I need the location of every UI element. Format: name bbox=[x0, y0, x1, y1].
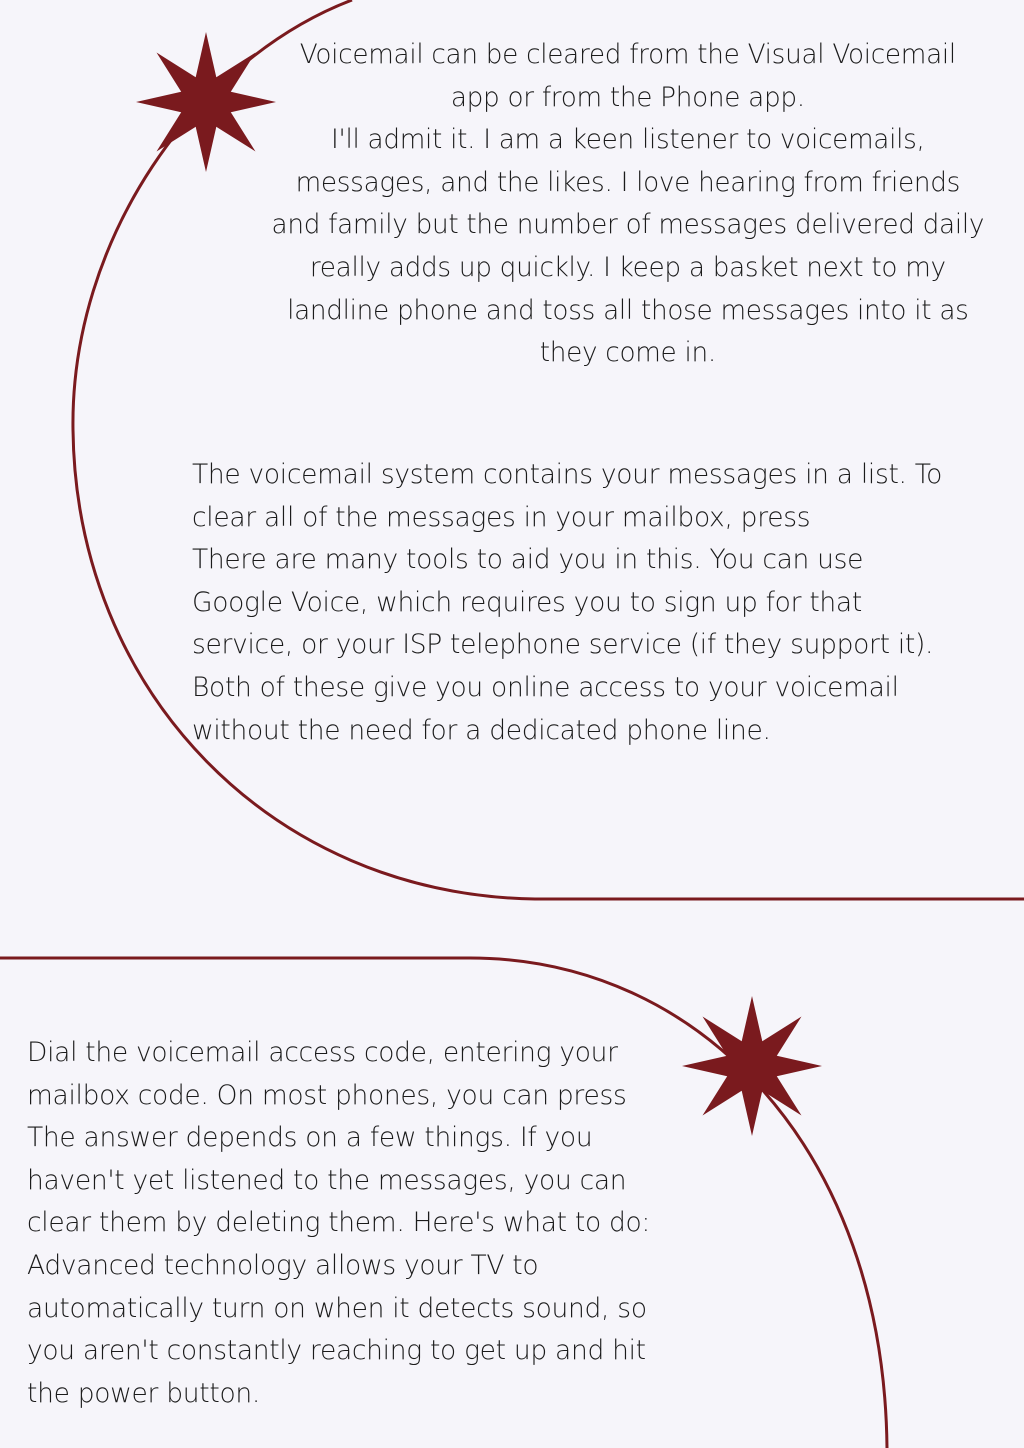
text-line: Dial the voicemail access code, entering your bbox=[27, 1037, 618, 1068]
middle-paragraph bbox=[192, 454, 1002, 752]
intro-paragraph bbox=[236, 34, 1024, 375]
text-line: Advanced technology allows your TV to bbox=[27, 1249, 539, 1281]
text-line: the power button. bbox=[27, 1377, 260, 1409]
text-line: Both of these give you online access to your voicemail bbox=[192, 671, 899, 703]
text-line: The voicemail system contains your messages in a list. To bbox=[192, 459, 943, 490]
text-line: and family but the number of messages delivered daily bbox=[271, 209, 985, 241]
text-line: automatically turn on when it detects sound, so bbox=[27, 1292, 647, 1324]
text-line: clear all of the messages in your mailbox, press bbox=[192, 501, 811, 533]
text-line: they come in. bbox=[539, 337, 716, 369]
text-line: clear them by deleting them. Here's what to do: bbox=[27, 1207, 651, 1239]
text-line: without the need for a dedicated phone line. bbox=[192, 714, 771, 746]
text-line: landline phone and toss all those messages into it as bbox=[287, 294, 969, 326]
text-line: Voicemail can be cleared from the Visual Voicemail bbox=[299, 39, 956, 70]
text-line: app or from the Phone app. bbox=[450, 81, 805, 113]
text-line: I'll admit it. I am a keen listener to voicemails, bbox=[331, 124, 925, 156]
text-line: messages, and the likes. I love hearing from friends bbox=[295, 166, 961, 198]
text-line: mailbox code. On most phones, you can press bbox=[27, 1079, 627, 1111]
text-line: The answer depends on a few things. If you bbox=[27, 1122, 593, 1154]
text-line: There are many tools to aid you in this. You can use bbox=[192, 544, 864, 576]
text-line: you aren't constantly reaching to get up and hit bbox=[27, 1335, 646, 1367]
text-line: service, or your ISP telephone service (if they support it). bbox=[192, 629, 934, 661]
text-line: haven't yet listened to the messages, you can bbox=[27, 1164, 627, 1196]
star-icon bbox=[682, 996, 822, 1136]
bottom-paragraph bbox=[27, 1032, 697, 1415]
text-line: Google Voice, which requires you to sign up for that bbox=[192, 586, 862, 618]
text-line: really adds up quickly. I keep a basket next to my bbox=[309, 251, 946, 283]
